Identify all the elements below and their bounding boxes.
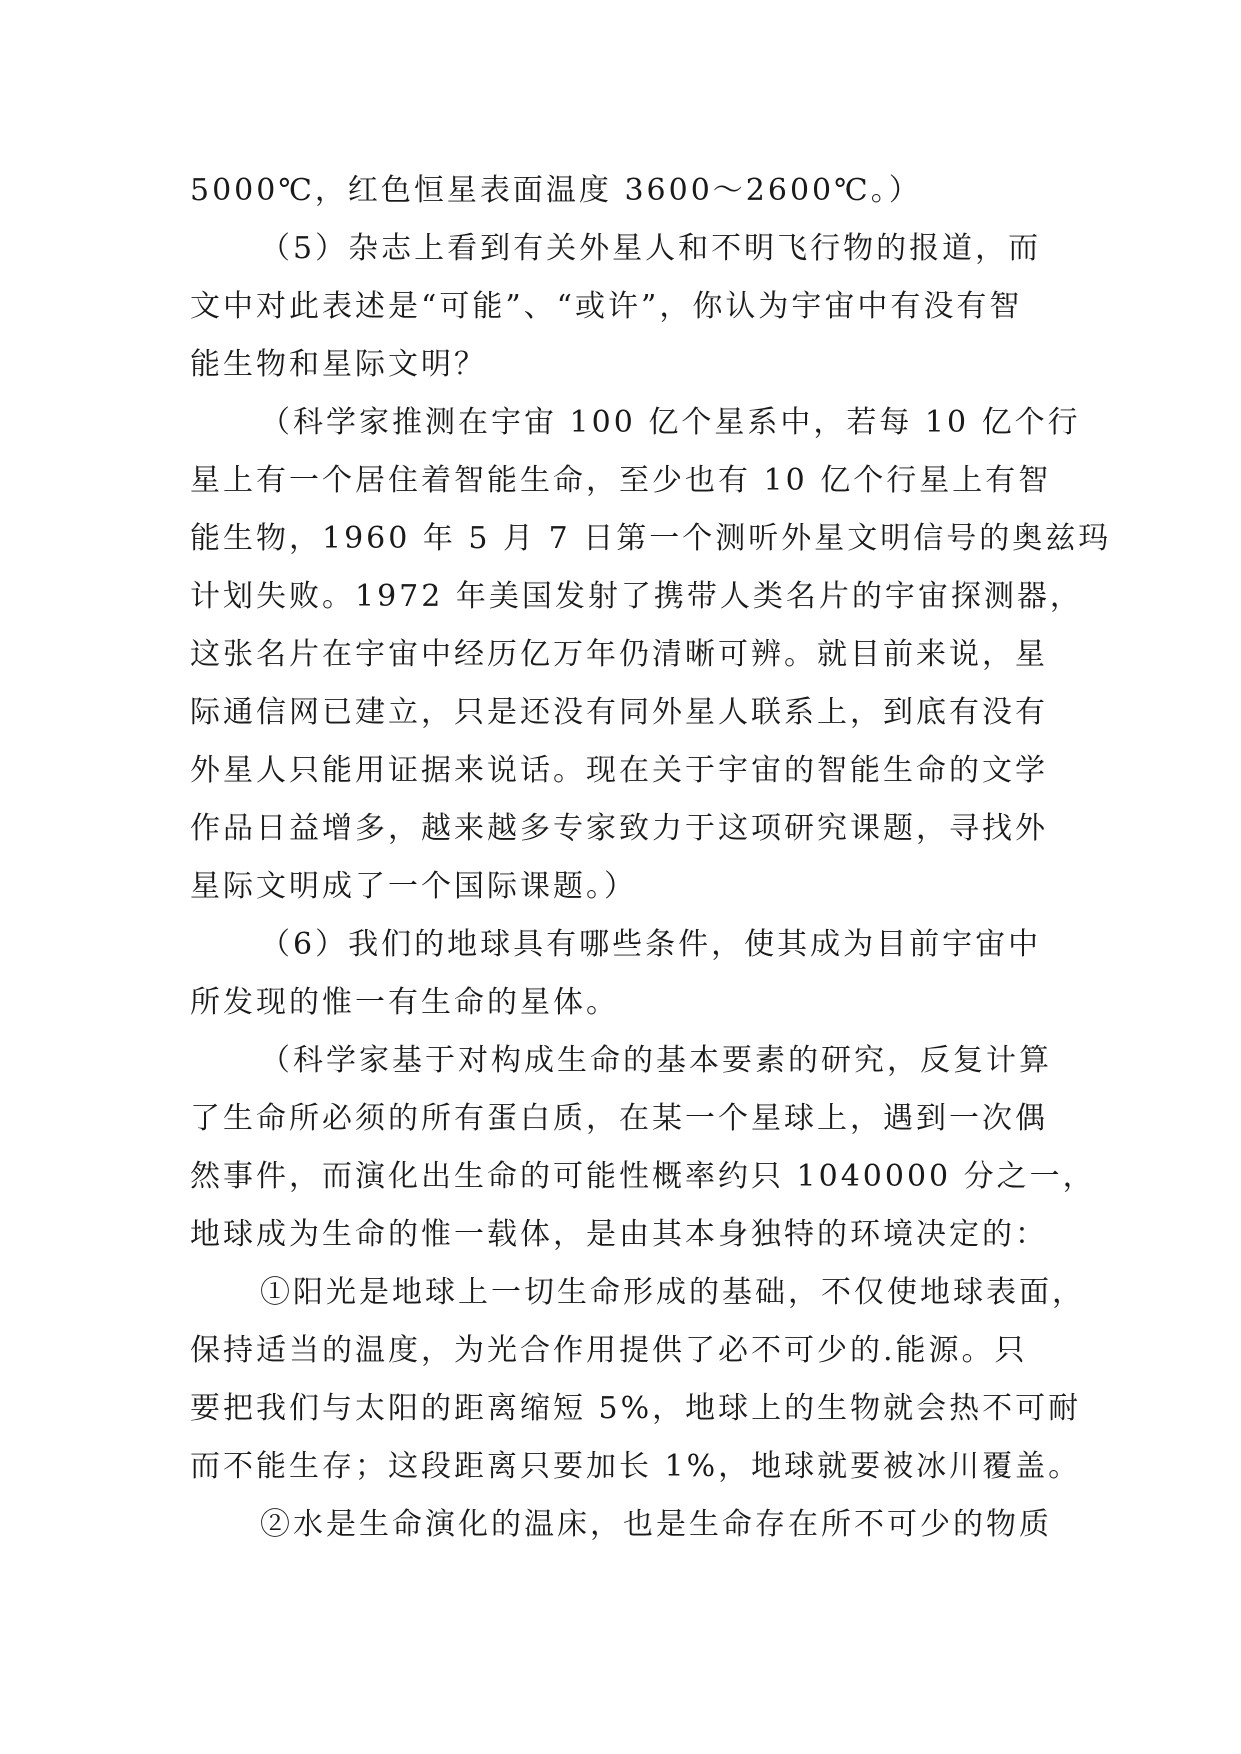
text-line: 这张名片在宇宙中经历亿万年仍清晰可辨。就目前来说，星 — [190, 637, 1048, 672]
text-line: ②水是生命演化的温床，也是生命存在所不可少的物质 — [260, 1507, 1052, 1542]
text-line: 要把我们与太阳的距离缩短 5%，地球上的生物就会热不可耐 — [190, 1391, 1082, 1426]
text-line: 然事件，而演化出生命的可能性概率约只 1040000 分之一， — [190, 1159, 1096, 1194]
text-line: 5000℃，红色恒星表面温度 3600～2600℃。） — [190, 173, 922, 208]
text-line: （6）我们的地球具有哪些条件，使其成为目前宇宙中 — [260, 927, 1042, 962]
text-line: 星上有一个居住着智能生命，至少也有 10 亿个行星上有智 — [190, 463, 1052, 498]
text-line: 外星人只能用证据来说话。现在关于宇宙的智能生命的文学 — [190, 753, 1048, 788]
text-line: 所发现的惟一有生命的星体。 — [190, 985, 619, 1020]
text-line: 能生物，1960 年 5 月 7 日第一个测听外星文明信号的奥兹玛 — [190, 521, 1112, 556]
text-line: 保持适当的温度，为光合作用提供了必不可少的.能源。只 — [190, 1333, 1028, 1368]
text-line: 作品日益增多，越来越多专家致力于这项研究课题，寻找外 — [190, 811, 1048, 846]
text-line: （科学家推测在宇宙 100 亿个星系中，若每 10 亿个行 — [260, 405, 1081, 440]
text-line: （科学家基于对构成生命的基本要素的研究，反复计算 — [260, 1043, 1052, 1078]
text-line: 计划失败。1972 年美国发射了携带人类名片的宇宙探测器， — [190, 579, 1083, 614]
body-text — [190, 162, 1112, 1554]
text-line: 而不能生存；这段距离只要加长 1%，地球就要被冰川覆盖。 — [190, 1449, 1082, 1484]
text-line: （5）杂志上看到有关外星人和不明飞行物的报道，而 — [260, 231, 1042, 266]
text-line: ①阳光是地球上一切生命形成的基础，不仅使地球表面， — [260, 1275, 1085, 1310]
text-line: 地球成为生命的惟一载体，是由其本身独特的环境决定的： — [190, 1217, 1048, 1252]
text-line: 文中对此表述是“可能”、“或许”，你认为宇宙中有没有智 — [190, 289, 1023, 324]
text-line: 了生命所必须的所有蛋白质，在某一个星球上，遇到一次偶 — [190, 1101, 1048, 1136]
text-line: 能生物和星际文明？ — [190, 347, 487, 382]
text-line: 星际文明成了一个国际课题。） — [190, 869, 637, 904]
text-line: 际通信网已建立，只是还没有同外星人联系上，到底有没有 — [190, 695, 1048, 730]
